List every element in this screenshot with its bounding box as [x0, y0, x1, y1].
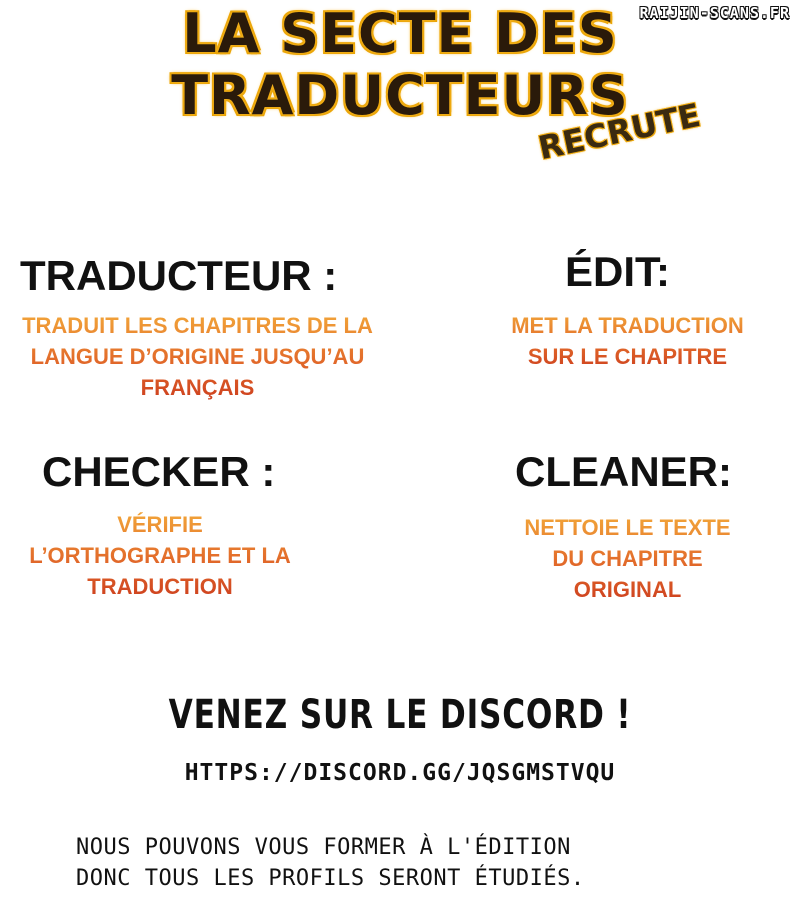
role-desc-line: DU CHAPITRE	[552, 546, 703, 571]
recrute-tag: RECRUTE	[535, 95, 704, 168]
discord-heading: VENEZ SUR LE DISCORD !	[168, 692, 632, 738]
role-desc-line: ORIGINAL	[573, 577, 682, 602]
page-title-line-1: LA SECTE DES	[182, 2, 618, 65]
role-title-checker: CHECKER :	[42, 448, 276, 495]
role-desc-line: TRADUCTION	[87, 574, 233, 599]
role-desc-line: FRANÇAIS	[140, 375, 255, 400]
role-desc-line: SUR LE CHAPITRE	[527, 344, 728, 369]
role-title-traducteur: TRADUCTEUR :	[20, 252, 338, 299]
role-desc-line: L’ORTHOGRAPHE ET LA	[29, 543, 291, 568]
role-desc-checker	[0, 509, 320, 602]
note-line-1: NOUS POUVONS VOUS FORMER À L'ÉDITION	[76, 835, 571, 860]
role-desc-line: VÉRIFIE	[117, 512, 203, 537]
role-title-edit: ÉDIT:	[565, 248, 670, 295]
discord-link[interactable]: HTTPS://DISCORD.GG/JQSGMSTVQU	[184, 760, 616, 786]
note-line-2: DONC TOUS LES PROFILS SERONT ÉTUDIÉS.	[76, 866, 585, 891]
role-desc-line: MET LA TRADUCTION	[511, 313, 744, 338]
watermark-text: RAIJIN-SCANS.FR	[639, 4, 790, 22]
role-desc-line: NETTOIE LE TEXTE	[524, 515, 731, 540]
role-desc-edit	[455, 310, 800, 372]
role-desc-cleaner	[455, 512, 800, 605]
role-desc-line: LANGUE D’ORIGINE JUSQU’AU	[30, 344, 365, 369]
role-title-cleaner: CLEANER:	[515, 448, 732, 495]
role-desc-line: TRADUIT LES CHAPITRES DE LA	[22, 313, 373, 338]
page-title-line-2: TRADUCTEURS	[171, 64, 629, 127]
role-desc-traducteur	[0, 310, 395, 403]
